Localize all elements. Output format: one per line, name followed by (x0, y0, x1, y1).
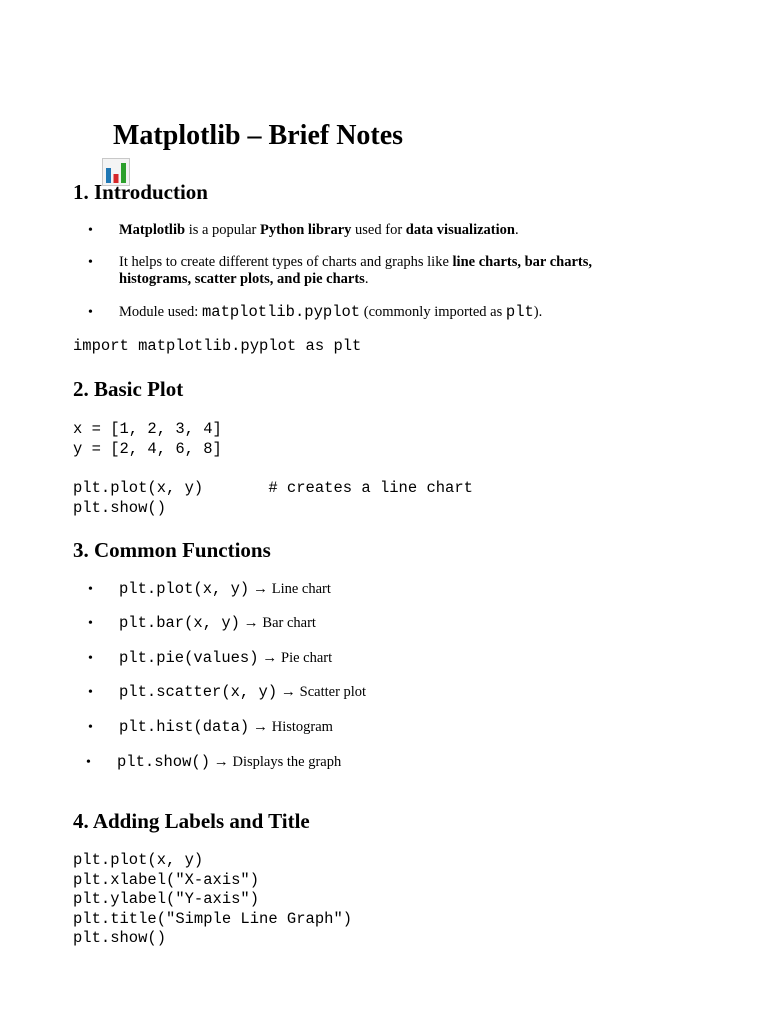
list-item (88, 222, 679, 239)
text: (commonly imported as (360, 304, 506, 320)
list-item (88, 614, 679, 632)
term-chart-types: line charts, bar charts, (452, 254, 593, 270)
bullet-icon: • (86, 755, 91, 770)
list-item (88, 303, 679, 321)
bullet-icon: • (88, 255, 93, 270)
list-item (88, 649, 679, 667)
text: . (514, 222, 519, 238)
function-description: Histogram (271, 719, 333, 735)
bullet-icon: • (88, 223, 93, 238)
term-chart-types-2: histograms, scatter plots, and pie charts (119, 271, 365, 287)
alias-plt: plt (505, 303, 534, 321)
bullet-icon: • (88, 582, 93, 597)
function-name: plt.show() (117, 753, 211, 771)
bar-chart-icon (74, 122, 102, 150)
code-block-plot: plt.plot(x, y) # creates a line chart plt.show() (73, 479, 473, 517)
bullet-icon: • (88, 616, 93, 631)
code-block-data: x = [1, 2, 3, 4] y = [2, 4, 6, 8] (73, 420, 222, 458)
text: It helps to create different types of charts and graphs like (119, 254, 453, 270)
bullet-icon: • (88, 651, 93, 666)
bullet-icon: • (88, 685, 93, 700)
list-item (88, 254, 679, 288)
function-name: plt.bar(x, y) (119, 614, 240, 632)
function-name: plt.scatter(x, y) (119, 683, 278, 701)
text: used for (351, 222, 406, 238)
list-item (86, 753, 677, 771)
list-item (88, 718, 679, 736)
heading-basic-plot: 2. Basic Plot (73, 377, 184, 401)
bullet-icon: • (88, 305, 93, 320)
arrow-icon: → (249, 719, 272, 735)
arrow-icon: → (249, 581, 272, 597)
function-name: plt.hist(data) (119, 718, 250, 736)
code-block-labels: plt.plot(x, y) plt.xlabel("X-axis") plt.ylabel("Y-axis") plt.title("Simple Line Graph") plt.show() (73, 851, 353, 948)
bullet-icon: • (88, 720, 93, 735)
list-item (88, 683, 679, 701)
function-description: Pie chart (281, 650, 333, 666)
arrow-icon: → (239, 615, 263, 631)
text: Module used: (119, 304, 202, 320)
term-python-library: Python library (259, 222, 352, 238)
function-name: plt.plot(x, y) (119, 580, 250, 598)
function-name: plt.pie(values) (119, 649, 259, 667)
text: . (364, 271, 369, 287)
text: ). (533, 304, 543, 320)
list-item (88, 580, 679, 598)
page-title-text: Matplotlib – Brief Notes (113, 120, 404, 151)
page-title (74, 118, 403, 154)
module-name: matplotlib.pyplot (201, 303, 361, 321)
code-block-import: import matplotlib.pyplot as plt (73, 337, 362, 355)
heading-common-functions: 3. Common Functions (73, 538, 271, 562)
function-description: Line chart (271, 581, 331, 597)
heading-introduction: 1. Introduction (73, 180, 208, 204)
heading-labels-title: 4. Adding Labels and Title (73, 809, 310, 833)
term-data-visualization: data visualization (405, 222, 515, 238)
arrow-icon: → (258, 650, 282, 666)
arrow-icon: → (210, 754, 233, 770)
function-description: Displays the graph (232, 754, 342, 770)
function-description: Bar chart (262, 615, 316, 631)
text: is a popular (185, 222, 260, 238)
function-description: Scatter plot (299, 684, 367, 700)
arrow-icon: → (277, 684, 300, 700)
term-matplotlib: Matplotlib (119, 222, 186, 238)
